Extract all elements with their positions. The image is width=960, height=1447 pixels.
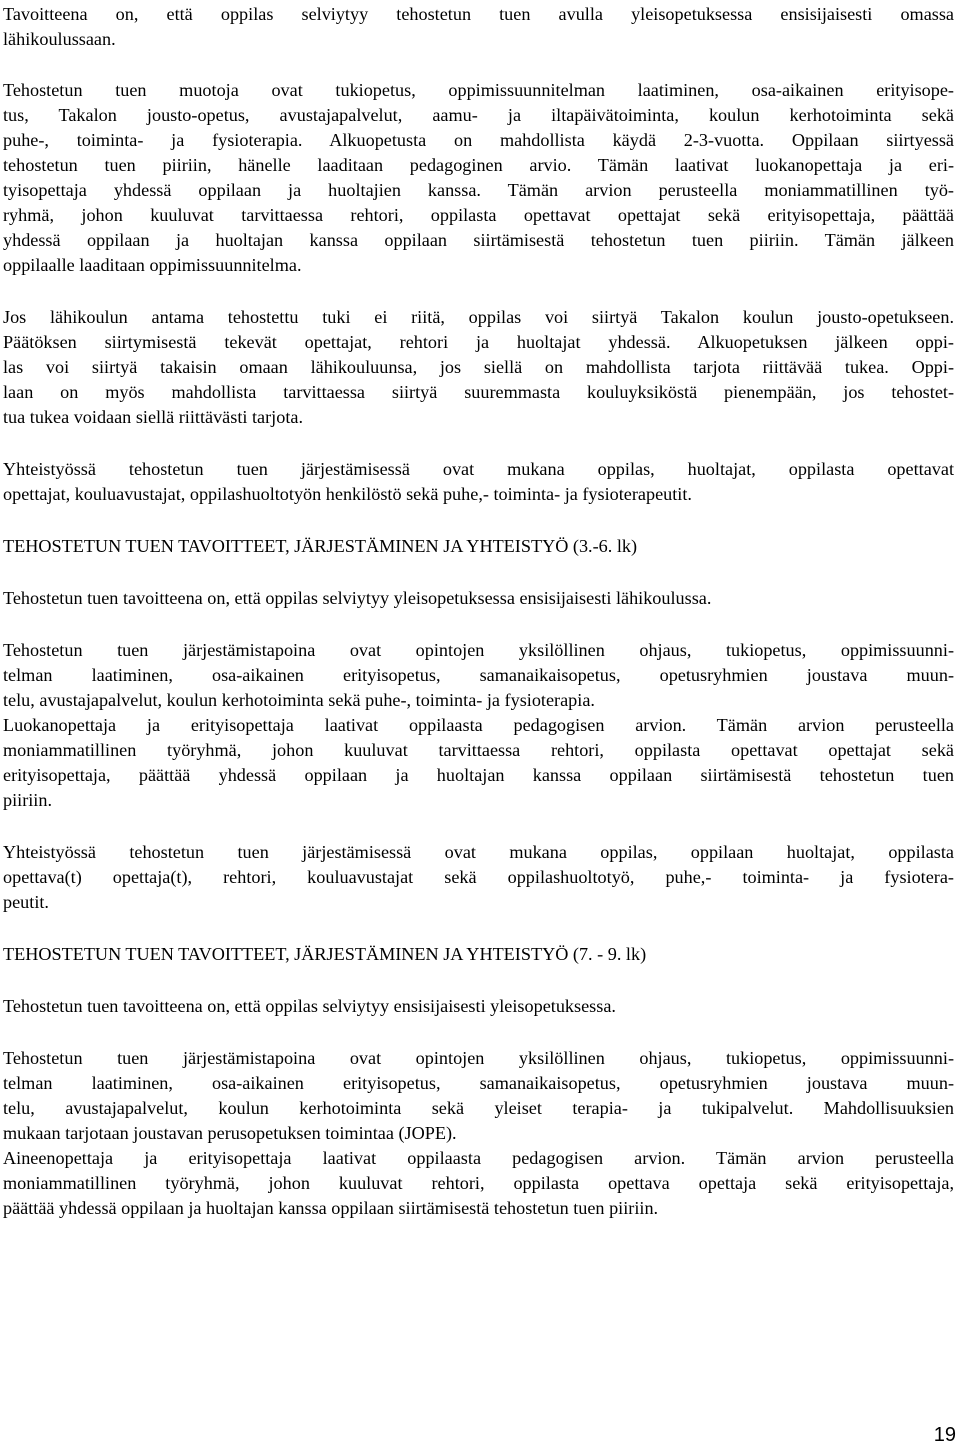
text-line: mukaan tarjotaan joustavan perusopetuksen toimintaa (JOPE). [3,1123,457,1143]
text-line: telman laatiminen, osa-aikainen erityisopetus, samanaikaisopetus, opetusryhmien joustava muun- [3,665,954,685]
text-line: las voi siirtyä takaisin omaan lähikouluunsa, jos siellä on mahdollista tarjota riittävää tukea. Oppi- [3,357,954,377]
section-heading: TEHOSTETUN TUEN TAVOITTEET, JÄRJESTÄMINEN JA YHTEISTYÖ (3.-6. lk) [3,536,638,556]
text-line: Tehostetun tuen järjestämistapoina ovat opintojen yksilöllinen ohjaus, tukiopetus, oppimissuunni- [3,640,954,660]
text-line: peutit. [3,892,49,912]
text-line: moniammatillinen työryhmä, johon kuuluvat rehtori, oppilasta opettava opettaja sekä erityisopettaja, [3,1173,954,1193]
text-line: oppilaalle laaditaan oppimissuunnitelma. [3,255,302,275]
text-line: erityisopettaja, päättää yhdessä oppilaan ja huoltajan kanssa oppilaan siirtämisestä tehostetun tuen [3,765,954,785]
text-line: telman laatiminen, osa-aikainen erityisopetus, samanaikaisopetus, opetusryhmien joustava muun- [3,1073,954,1093]
text-line: Tehostetun tuen tavoitteena on, että oppilas selviytyy yleisopetuksessa ensisijaisesti lähikoulussa. [3,588,712,608]
text-line: puhe-, toiminta- ja fysioterapia. Alkuopetusta on mahdollista käydä 2-3-vuotta. Oppilaan siirtyessä [3,130,954,150]
text-line: piiriin. [3,790,53,810]
text-line: ryhmä, johon kuuluvat tarvittaessa rehtori, oppilasta opettavat opettajat sekä erityisopettaja, päättää [3,205,954,225]
text-line: Yhteistyössä tehostetun tuen järjestämisessä ovat mukana oppilas, huoltajat, oppilasta opettavat [3,459,954,479]
text-line: tyisopettaja yhdessä oppilaan ja huoltajien kanssa. Tämän arvion perusteella moniammatillinen työ- [3,180,954,200]
text-line: moniammatillinen työryhmä, johon kuuluvat tarvittaessa rehtori, oppilasta opettavat opettajat sekä [3,740,954,760]
text-line: telu, avustajapalvelut, koulun kerhotoiminta sekä puhe-, toiminta- ja fysioterapia. [3,690,595,710]
text-line: tehostetun tuen piiriin, hänelle laaditaan pedagoginen arvio. Tämän laativat luokanopettaja ja eri- [3,155,954,175]
text-line: päättää yhdessä oppilaan ja huoltajan kanssa oppilaan siirtämisestä tehostetun tuen piiriin. [3,1198,659,1218]
text-line: Luokanopettaja ja erityisopettaja laativat oppilaasta pedagogisen arvion. Tämän arvion perusteella [3,715,954,735]
text-line: laan on myös mahdollista tarvittaessa siirtyä suuremmasta kouluyksiköstä pienempään, jos tehostet- [3,382,954,402]
text-line: Tehostetun tuen muotoja ovat tukiopetus, oppimissuunnitelman laatiminen, osa-aikainen erityisope- [3,80,954,100]
text-line: Päätöksen siirtymisestä tekevät opettajat, rehtori ja huoltajat yhdessä. Alkuopetuksen jälkeen oppi- [3,332,954,352]
text-line: Tavoitteena on, että oppilas selviytyy tehostetun tuen avulla yleisopetuksessa ensisijaisesti omassa [3,4,954,24]
text-line: lähikoulussaan. [3,29,116,49]
text-line: tua tukea voidaan siellä riittävästi tarjota. [3,407,303,427]
text-line: Jos lähikoulun antama tehostettu tuki ei riitä, oppilas voi siirtyä Takalon koulun jousto-opetukseen. [3,307,954,327]
text-line: tus, Takalon jousto-opetus, avustajapalvelut, aamu- ja iltapäivätoiminta, koulun kerhotoiminta sekä [3,105,954,125]
text-line: Tehostetun tuen tavoitteena on, että oppilas selviytyy ensisijaisesti yleisopetuksessa. [3,996,616,1016]
text-line: opettajat, kouluavustajat, oppilashuoltotyön henkilöstö sekä puhe,- toiminta- ja fysioterapeutit. [3,484,692,504]
text-line: Tehostetun tuen järjestämistapoina ovat opintojen yksilöllinen ohjaus, tukiopetus, oppimissuunni- [3,1048,954,1068]
text-line: telu, avustajapalvelut, koulun kerhotoiminta sekä yleiset terapia- ja tukipalvelut. Mahdollisuuksien [3,1098,954,1118]
text-line: opettava(t) opettaja(t), rehtori, kouluavustajat sekä oppilashuoltotyö, puhe,- toiminta- ja fysiotera- [3,867,954,887]
text-line: yhdessä oppilaan ja huoltajan kanssa oppilaan siirtämisestä tehostetun tuen piiriin. Tämän jälkeen [3,230,954,250]
text-line: Aineenopettaja ja erityisopettaja laativat oppilaasta pedagogisen arvion. Tämän arvion perusteella [3,1148,954,1168]
section-heading: TEHOSTETUN TUEN TAVOITTEET, JÄRJESTÄMINEN JA YHTEISTYÖ (7. - 9. lk) [3,944,647,964]
text-line: Yhteistyössä tehostetun tuen järjestämisessä ovat mukana oppilas, oppilaan huoltajat, oppilasta [3,842,954,862]
page-number: 19 [933,1424,956,1446]
